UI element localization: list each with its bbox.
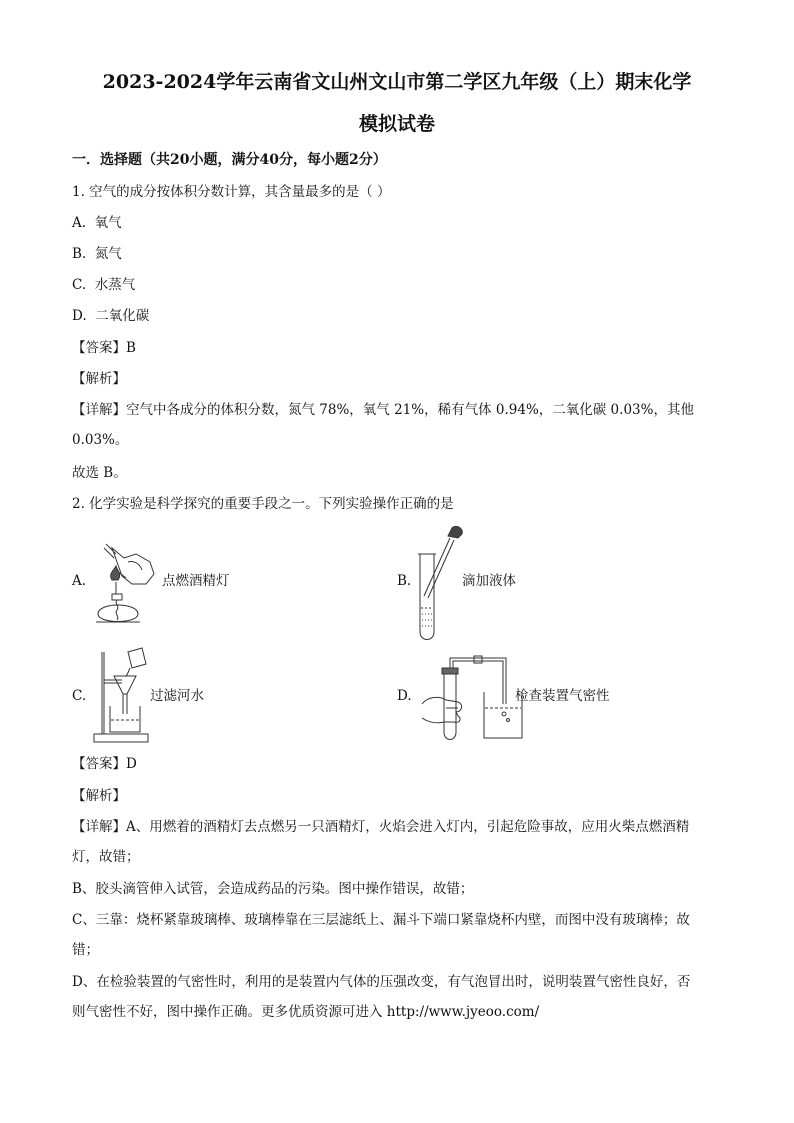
answer-tag: 【答案】 [72, 756, 126, 772]
option-text: 氧气 [94, 215, 122, 231]
question-1-detail-line-1 [72, 400, 694, 420]
question-2-option-c-letter: C. [72, 688, 87, 704]
question-2-detail-a-line-1 [72, 817, 689, 837]
question-2-option-c-label: 过滤河水 [150, 688, 204, 704]
detail-tag: 【详解】 [72, 402, 126, 418]
question-1-option-d [72, 306, 149, 326]
question-2-option-b-label: 滴加液体 [462, 573, 516, 589]
document-title-line-2: 模拟试卷 [358, 113, 435, 135]
alcohol-lamp-lighting-figure [92, 540, 162, 630]
detail-tag: 【详解】 [72, 819, 126, 835]
detail-text: 空气中各成分的体积分数，氮气 78%，氧气 21%，稀有气体 0.94%，二氧化碳 0.03%，其他 [126, 402, 694, 418]
option-letter: B. [72, 246, 87, 262]
airtightness-check-figure [418, 652, 528, 742]
section-heading: 一．选择题（共20小题，满分40分，每小题2分） [72, 152, 387, 168]
question-2-answer [72, 754, 137, 774]
question-2-stem: 2. 化学实验是科学探究的重要手段之一。下列实验操作正确的是 [72, 496, 454, 512]
question-2-detail-c-line-2: 错； [72, 942, 99, 958]
question-1-option-b [72, 244, 122, 264]
answer-value: D [126, 756, 137, 772]
question-2-detail-b: B、胶头滴管伸入试管，会造成药品的污染。图中操作错误，故错； [72, 881, 474, 897]
question-1-option-a [72, 213, 122, 233]
question-1-answer [72, 338, 136, 358]
question-1-stem: 1. 空气的成分按体积分数计算，其含量最多的是（ ） [72, 184, 391, 200]
option-letter: A. [72, 215, 87, 231]
option-letter: C. [72, 277, 87, 293]
question-2-option-a-label: 点燃酒精灯 [162, 573, 230, 589]
question-2-detail-a-line-2: 灯，故错； [72, 849, 140, 865]
detail-text: A、用燃着的酒精灯去点燃另一只酒精灯，火焰会进入灯内，引起危险事故，应用火柴点燃酒精 [126, 819, 690, 835]
question-1-option-c [72, 275, 135, 295]
document-title-line-1: 2023-2024学年云南省文山州文山市第二学区九年级（上）期末化学 [102, 71, 692, 93]
option-text: 氮气 [94, 246, 122, 262]
question-2-option-d-label: 检查装置气密性 [515, 688, 610, 704]
question-2-detail-d-line-2: 则气密性不好，图中操作正确。更多优质资源可进入 http://www.jyeoo.com/ [72, 1004, 540, 1020]
question-2-option-b-letter: B. [397, 573, 412, 589]
answer-tag: 【答案】 [72, 340, 126, 356]
question-2-analysis-tag: 【解析】 [72, 788, 126, 804]
dropper-test-tube-figure [412, 524, 467, 642]
answer-value: B [126, 340, 136, 356]
question-2-option-d-letter: D. [397, 688, 412, 704]
question-2-detail-c-line-1: C、三靠：烧杯紧靠玻璃棒、玻璃棒靠在三层滤纸上、漏斗下端口紧靠烧杯内壁，而图中没有玻璃棒；故 [72, 912, 690, 928]
option-text: 二氧化碳 [95, 308, 150, 324]
question-1-analysis-tag: 【解析】 [72, 371, 126, 387]
option-text: 水蒸气 [94, 277, 136, 293]
option-letter: D. [72, 308, 87, 324]
question-2-option-a-letter: A. [72, 573, 87, 589]
question-2-detail-d-line-1: D、在检验装置的气密性时，利用的是装置内气体的压强改变，有气泡冒出时，说明装置气密性良好，否 [72, 974, 691, 990]
question-1-detail-line-2: 0.03%。 [72, 432, 129, 448]
question-1-conclusion: 故选 B。 [72, 465, 127, 481]
filtration-figure [92, 646, 152, 744]
